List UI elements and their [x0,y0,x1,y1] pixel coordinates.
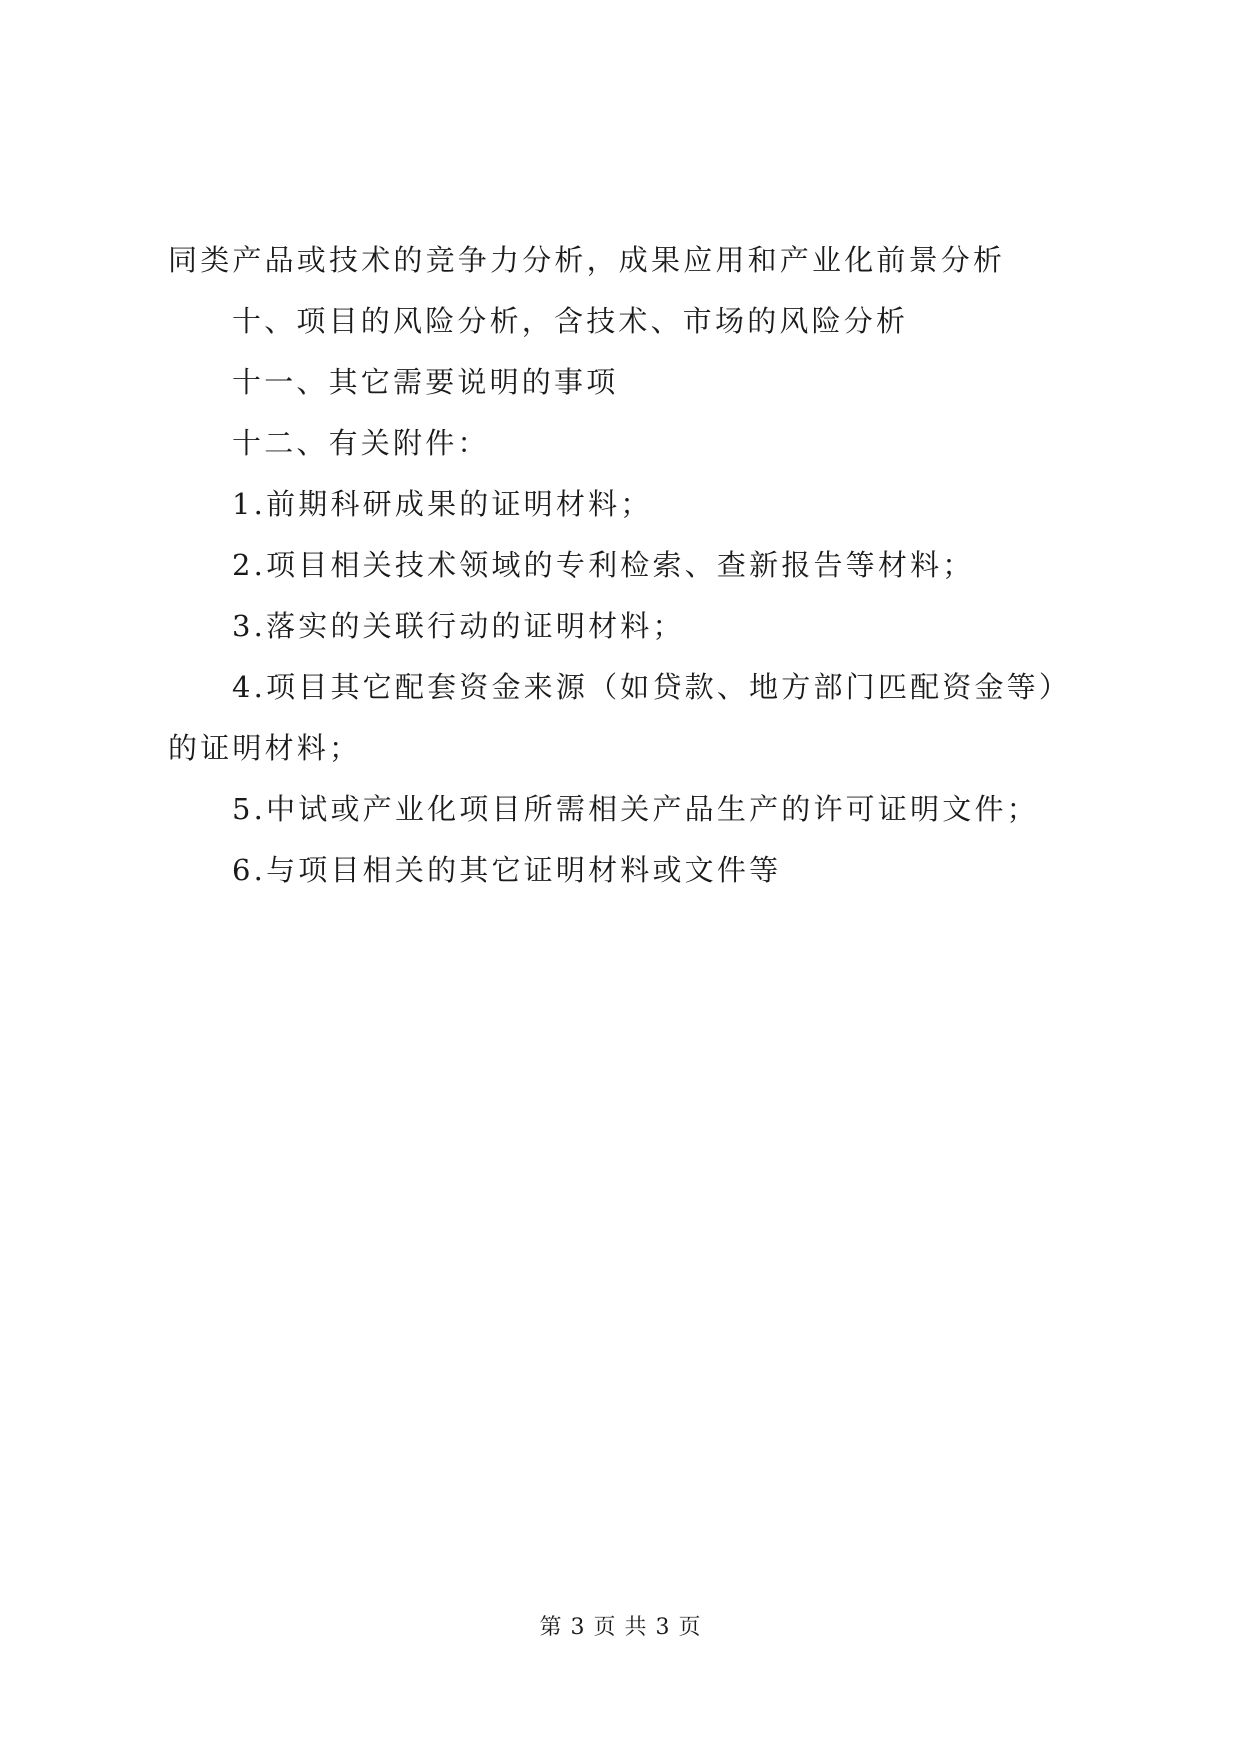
text-line-2: 十、项目的风险分析，含技术、市场的风险分析 [232,304,909,338]
text-line-10: 5.中试或产业化项目所需相关产品生产的许可证明文件； [232,792,1039,826]
document-body [168,230,1118,901]
page-number-footer: 第 3 页 共 3 页 [539,1615,702,1640]
text-line-8: 4.项目其它配套资金来源（如贷款、地方部门匹配资金等） [232,670,1072,704]
text-line-6: 2.项目相关技术领域的专利检索、查新报告等材料； [232,548,975,582]
text-line-5: 1.前期科研成果的证明材料； [232,487,653,521]
text-line-3: 十一、其它需要说明的事项 [232,365,619,399]
text-line-1: 同类产品或技术的竞争力分析，成果应用和产业化前景分析 [168,243,1006,277]
text-line-9: 的证明材料； [168,731,362,765]
text-line-7: 3.落实的关联行动的证明材料； [232,609,685,643]
text-line-11: 6.与项目相关的其它证明材料或文件等 [232,853,782,887]
text-line-4: 十二、有关附件： [232,426,490,460]
